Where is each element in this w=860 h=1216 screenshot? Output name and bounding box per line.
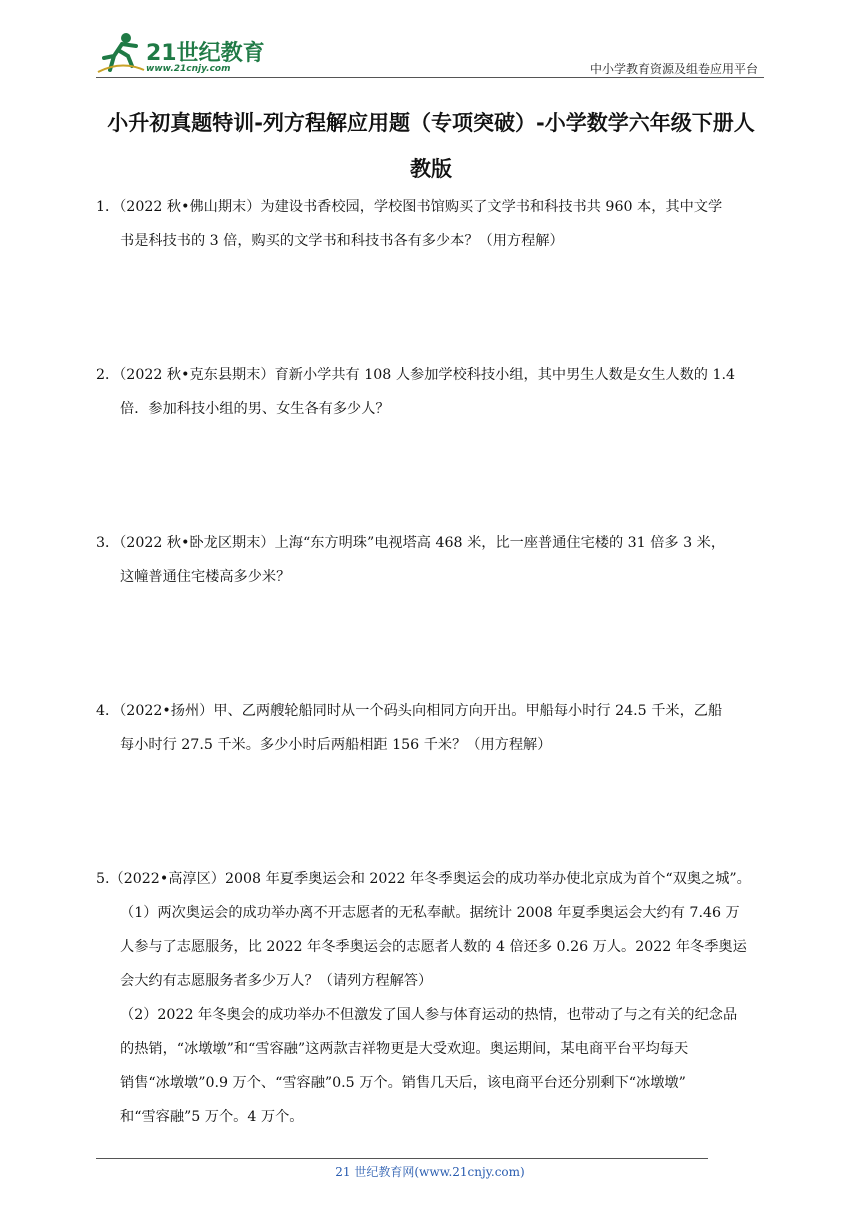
question-text: 销售“冰墩墩”0.9 万个、“雪容融”0.5 万个。销售几天后，该电商平台还分别剩下“冰墩墩”: [120, 1075, 686, 1091]
question-text: 人参与了志愿服务，比 2022 年冬季奥运会的志愿者人数的 4 倍还多 0.26 万人。2022 年冬季奥运: [120, 939, 747, 955]
question-text: 4．（2022•扬州）甲、乙两艘轮船同时从一个码头向相同方向开出。甲船每小时行 24.5 千米，乙船: [96, 703, 723, 719]
question-text: 3．（2022 秋•卧龙区期末）上海“东方明珠”电视塔高 468 米，比一座普通住宅楼的 31 倍多 3 米，: [96, 535, 726, 551]
footer-link[interactable]: 21 世纪教育网(www.21cnjy.com): [335, 1165, 525, 1179]
footer-divider: [96, 1158, 708, 1159]
question-4: [96, 694, 766, 762]
question-text: （2）2022 年冬奥会的成功举办不但激发了国人参与体育运动的热情，也带动了与之有关的纪念品: [120, 1007, 738, 1023]
logo-text: 21世纪教育: [146, 41, 265, 66]
header-divider: [96, 77, 764, 78]
question-text: 和“雪容融”5 万个。4 万个。: [120, 1109, 304, 1125]
header-tagline: 中小学教育资源及组卷应用平台: [589, 62, 758, 76]
title-line-2: 教版: [410, 157, 452, 181]
page-title: [96, 100, 766, 192]
question-text: 会大约有志愿服务者多少万人？（请列方程解答）: [120, 973, 433, 989]
question-2: [96, 358, 766, 426]
question-text: 倍．参加科技小组的男、女生各有多少人？: [120, 401, 390, 417]
question-text: 2．（2022 秋•克东县期末）育新小学共有 108 人参加学校科技小组，其中男生人数是女生人数的 1.4: [96, 367, 736, 383]
question-text: （1）两次奥运会的成功举办离不开志愿者的无私奉献。据统计 2008 年夏季奥运会大约有 7.46 万: [120, 905, 740, 921]
question-text: 1．（2022 秋•佛山期末）为建设书香校园，学校图书馆购买了文学书和科技书共 960 本，其中文学: [96, 199, 723, 215]
question-text: 这幢普通住宅楼高多少米？: [120, 569, 291, 585]
logo-url: www.21cnjy.com: [146, 64, 231, 74]
question-text: 每小时行 27.5 千米。多少小时后两船相距 156 千米？（用方程解）: [120, 737, 552, 753]
question-5: [96, 862, 766, 1134]
question-text: 5.（2022•高淳区）2008 年夏季奥运会和 2022 年冬季奥运会的成功举办使北京成为首个“双奥之城”。: [96, 871, 751, 887]
question-1: [96, 190, 766, 258]
question-text: 书是科技书的 3 倍，购买的文学书和科技书各有多少本？（用方程解）: [120, 233, 564, 249]
question-text: 的热销，“冰墩墩”和“雪容融”这两款吉祥物更是大受欢迎。奥运期间，某电商平台平均每天: [120, 1041, 689, 1057]
logo: [96, 30, 266, 78]
question-3: [96, 526, 766, 594]
runner-logo-icon: [96, 30, 146, 76]
title-line-1: 小升初真题特训-列方程解应用题（专项突破）-小学数学六年级下册人: [107, 111, 755, 135]
page-header: [96, 30, 764, 80]
